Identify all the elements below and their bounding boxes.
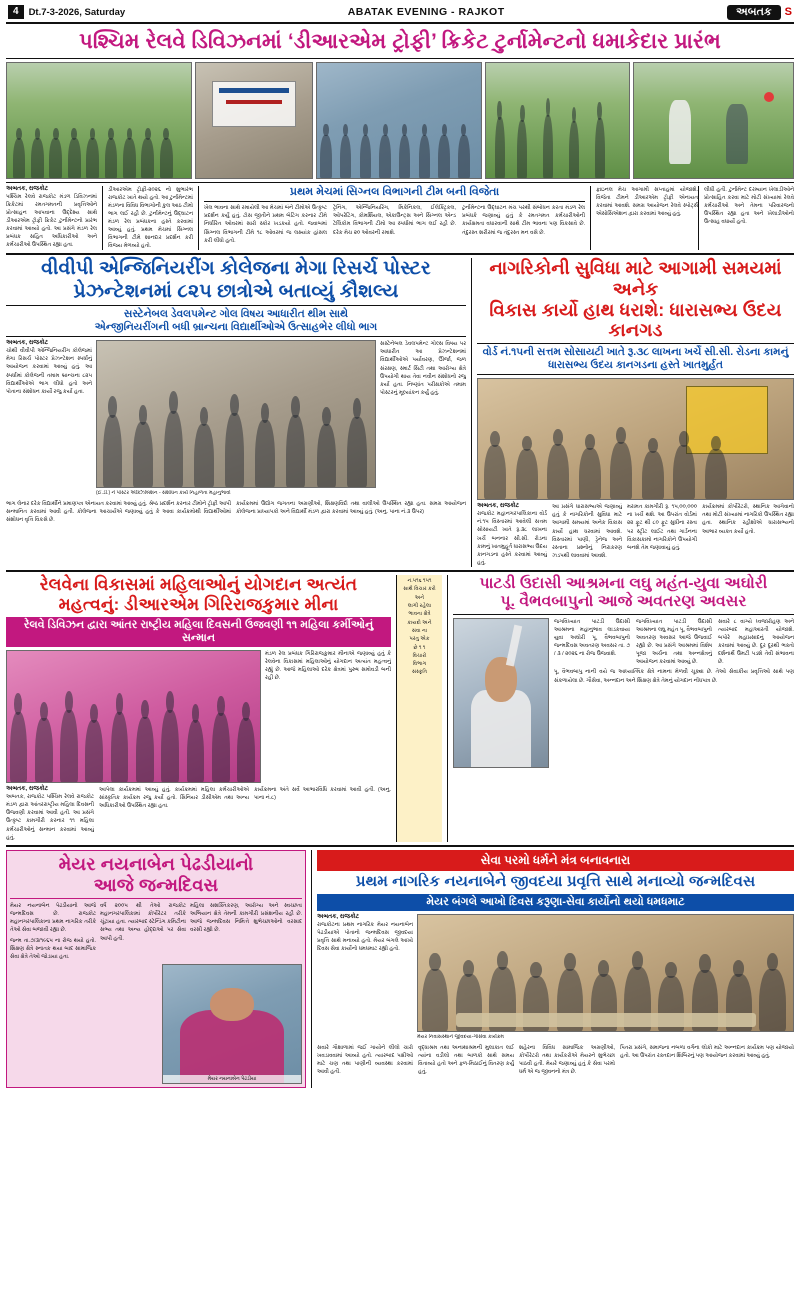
padi-text-1: જગવિખ્યાત પાટડી ઉદાસી આશ્રમના મહાનુભાવ લાડકવાયા યુવા અઘોરી પૂ. વૈભવબાપુનો જન્મદિવસ અવતરણ અવસર તા. ૭ / ૩ / ૨૦૨૬ ના રોજ ઉજવાશે. (554, 618, 630, 658)
seva-text-4: શહેરના વિવિધ સામાજિક અગ્રણીઓ, કોર્પોરેટરો તથા કાર્યકરોએ મેયરને શુભેચ્છા પાઠવી હતી. મેયરે જણાવ્યું હતું કે સેવા પરમો ધર્મ એ જ જીવનનો મંત્ર છે. (519, 1045, 615, 1076)
publication-logo: અબતક (727, 5, 781, 20)
seva-band: સેવા પરમો ધર્મને મંત્ર બનાવનારા (317, 850, 794, 871)
mayor-bday-col-3 (190, 902, 302, 961)
lead-col-7 (698, 186, 794, 251)
kangad-subhead: વોર્ડ નં.૧૫ની સત્તમ સોસાયટી ખાતે રૂ.૩૮ લાખના ખર્ચે સી.સી. રોડના કામનું ધારાસભ્ય ઉદય કાનગડના હસ્તે ખાતમુર્હત (482, 346, 789, 372)
lead-text-6: ફાઇનલ મેચ આગામી સપ્તાહમાં યોજાશે. વિજેતા ટીમને ડીઆરએમ ટ્રોફી એનાયત કરવામાં આવશે. સમગ્ર આયોજન રેલવે સ્પોર્ટ્સ એસોસિએશન દ્વારા કરવામાં આવ્યું હતું. (596, 186, 698, 217)
women-headline-2: મહત્વનું: ડીઆરએમ ગિરિરાજકુમાર મીના (58, 595, 339, 615)
padi-text-wrap (554, 618, 794, 768)
lead-byline: અબતક, રાજકોટ (6, 185, 49, 192)
second-band (6, 258, 794, 567)
vvp-subhead-1: સસ્ટેનેબલ ડેવલપમેન્ટ ગોલ વિષય આધારીત થીમ સાથે (123, 307, 349, 320)
section-divider-1 (6, 253, 794, 255)
third-band (6, 575, 794, 842)
kangad-col-4 (702, 503, 794, 567)
kangad-col-1 (477, 503, 547, 567)
kangad-col-3 (627, 503, 697, 567)
padi-text-3: સવારે ૮ વાગ્યે ધ્વજારોહણ અને ત્યારબાદ મહાઆરતી યોજાશે. બપોરે મહાપ્રસાદનું આયોજન કરવામાં આવ્યું છે. દૂર દૂરથી ભક્તો દર્શનાર્થે ઉમટી પડશે તેવી સંભાવના છે. (718, 618, 794, 666)
kangad-text-1: રાજકોટ મહાનગરપાલિકાના વોર્ડ નં.૧૫ વિસ્તારમાં આવેલી સત્તમ સોસાયટી ખાતે રૂ.૩૮ લાખના ખર્ચે બનનાર સી.સી. રોડના કામનું ખાતમુહૂર્ત ધારાસભ્ય ઉદય કાનગડના હસ્તે કરવામાં આવ્યું હતું. (477, 511, 547, 566)
edition-title: ABATAK EVENING - RAJKOT (347, 6, 505, 18)
seva-text-3: વૃદ્ધાશ્રમ તથા અનાથાશ્રમની મુલાકાત લઈ ત્યાંના વડીલો તથા બાળકો સાથે સમય વિતાવ્યો હતો અને ફળ-મિઠાઈનું વિતરણ કર્યું હતું. (418, 1045, 514, 1076)
vvp-text-4: કાર્યક્રમમાં ઉદ્યોગ જગતના અગ્રણીઓ, શિક્ષણવિદો તથા વાલીઓ ઉપસ્થિત રહ્યા હતા. સમગ્ર આયોજન કોલેજના પ્રાધ્યાપકો અને વિદ્યાર્થી મંડળ દ્વારા કરવામાં આવ્યું હતું. (અનુ. પાના નં.૩ ઉપર) (236, 500, 466, 515)
kangad-headline-2: વિકાસ કાર્યો હાથ ધરાશે: ધારાસભ્ય ઉદય કાનગડ (489, 299, 782, 340)
mayor-bday-text-3: વર્ષ ૨૦૦૫ થી તેઓ રાજકોટ મહાનગરપાલિકામાં કોર્પોરેટર તરીકે ચૂંટાયા હતા. ત્યારબાદ સ્ટેન્ડિંગ કમિટીના સભ્ય તથા અન્ય હોદ્દાઓ પર સેવા આપી હતી. (100, 903, 186, 942)
kangad-text-3: મરામત કામગીરી રૂ. ૧૫,૦૦,૦૦૦ ના ખર્ચે થશે. આ ઉપરાંત વોર્ડમાં ૨૨ ફૂટ થી ૮૦ ફૂટ સુધીના રસ્તા પર સ્ટ્રીટ લાઈટ તથા ગાર્ડનના વિકાસકામો નાગરિકોને ઉપયોગી બનશે તેમ જણાવાયું હતું. (627, 504, 697, 551)
publication-date: Dt.7-3-2026, Saturday (28, 6, 126, 18)
section-divider-3 (6, 845, 794, 847)
lead-photo-2 (195, 62, 313, 179)
padi-text-4: પૂ. વૈભવબાપુ નાની વયે જ આધ્યાત્મિક ક્ષેત્રે નામના મેળવી ચૂક્યા છે. તેઓ સેવાકીય પ્રવૃત્તિઓ સાથે પણ સંકળાયેલા છે. ગૌસેવા, અન્નદાન અને શિક્ષણ ક્ષેત્રે તેમનું યોગદાન નોંધપાત્ર છે. (554, 669, 794, 684)
lead-photo-strip (6, 62, 794, 179)
vvp-subhead-2: એન્જીનિયરીંગની બધી બ્રાન્ચના વિદ્યાર્થીઓએ ઉત્સાહભેર લીધો ભાગ (94, 321, 378, 334)
padi-photo (453, 618, 549, 768)
lead-photo-4 (485, 62, 630, 179)
seva-byline: અબતક, રાજકોટ (317, 913, 360, 920)
women-subhead-band: રેલવે ડિવિઝન દ્વારા આંતર રાષ્ટ્રીય મહિલા દિવસની ઉજવણી ૧૧ મહિલા કર્મીઓનું સન્માન (6, 617, 391, 647)
mayor-bday-headline-1: મેયર નયનાબેન પેઢડીયાનો (58, 853, 254, 874)
lead-body (6, 182, 794, 251)
masthead-right (727, 5, 792, 20)
story-mayor-birthday (6, 850, 306, 1088)
kangad-byline: અબતક, રાજકોટ (477, 503, 520, 510)
seva-subband: મેયર બંગલે આખો દિવસ કરૂણા-સેવા કાર્યોનો થયો ધમધમાટ (317, 894, 794, 911)
lead-col-1 (6, 186, 102, 251)
story-vvp (6, 258, 466, 567)
kangad-photo (477, 378, 794, 500)
mayor-bday-col-2 (100, 902, 186, 961)
story-women (6, 575, 391, 842)
lead-text-7: લીધી હતી. ટુર્નામેન્ટ દરમ્યાન ખેલાડીઓને પ્રોત્સાહિત કરવા માટે મોટી સંખ્યામાં રેલવે કર્મચારીઓ અને તેમના પરિવારજનો ઉપસ્થિત રહ્યા હતા અને ખેલાડીઓનો ઉત્સાહ વધાર્યો હતો. (704, 186, 794, 225)
mayor-bday-text-2: જન્મ તા.૭/૩/૧૯૬૫ ના રોજ થયો હતો. શિક્ષણ ક્ષેત્રે સ્નાતક થયા બાદ સામાજિક સેવા ક્ષેત્રે તેઓ જોડાયા હતા. (10, 937, 96, 960)
masthead-left (8, 5, 125, 19)
padi-photo-wrap (453, 618, 549, 768)
story-kangad (471, 258, 794, 567)
lead-story (6, 27, 794, 250)
vvp-text-3: ભાગ લેનાર દરેક વિદ્યાર્થીને પ્રમાણપત્ર એનાયત કરવામાં આવ્યું હતું. શ્રેષ્ઠ પ્રદર્શન કરનાર ટીમોને ટ્રોફી આપી સન્માનિત કરવામાં આવી હતી. કોલેજના આચાર્યએ જણાવ્યું હતું કે આવા કાર્યક્રમોથી વિદ્યાર્થીઓમાં સંશોધન વૃત્તિ વિકસે છે. (6, 500, 231, 523)
lead-photo-3 (316, 62, 482, 179)
women-text-3: આપેલા કાર્યક્રમમાં આવ્યું હતું. કાર્યક્રમમાં મહિલા કર્મચારીઓએ સાંસ્કૃતિક કાર્યક્રમ રજુ કર્યો હતો. સિનિયર ડીસીએમ તથા અન્ય અધિકારીઓ ઉપસ્થિત રહ્યા હતા. (99, 787, 249, 810)
vvp-text-1: ચોથી વીવીપી એન્જિનિયરીંગ કોલેજમાં મેગા રિસર્ચ પોસ્ટર પ્રેઝન્ટેશન સ્પર્ધાનું આયોજન કરવામાં આવ્યું હતું. આ સ્પર્ધામાં કોલેજની તમામ બ્રાન્ચના ૮૨૫ વિદ્યાર્થીઓએ ભાગ લીધો હતો અને પોતાના સંશોધન કાર્યો રજુ કર્યા હતા. (6, 348, 92, 395)
seva-col-3 (418, 1044, 514, 1076)
mayor-bday-headline-2: આજે જન્મદિવસ (93, 874, 219, 895)
lead-subheadline: પ્રથમ મેચમાં સિગ્નલ વિભાગની ટીમ બની વિજેતા (204, 186, 585, 203)
women-photo (6, 650, 261, 783)
kangad-headline-1: નાગરિકોની સુવિધા માટે આગામી સમયમાં અનેક (489, 258, 782, 299)
lead-text-4: ટ્રેનિંગ, એન્જિનિયરિંગ, મિકેનિકલ, ઈલેક્ટ્રિકલ, ઓપરેટિંગ, કોમર્શિયલ, એકાઉન્ટ્સ અને સિગ્નલ એન્ડ ટેલિકોમ વિભાગની ટીમો આ સ્પર્ધામાં ભાગ લઈ રહી છે. દરેક મેચ ૨૦ ઓવરની રમાશે. (333, 205, 456, 236)
lead-text-1: પશ્ચિમ રેલવે રાજકોટ મંડળ ડિવિઝનમાં ક્રિકેટમાં રમતગમતની પ્રવૃત્તિઓને પ્રોત્સાહન આપવાના ઉદ્દેશ્ય સાથે ડીઆરએમ ટ્રોફી ક્રિકેટ ટુર્નામેન્ટનો પ્રારંભ કરવામાં આવ્યો હતો. આ પ્રસંગે મંડળ રેલ પ્રબંધક સહિત અધિકારીઓ અને કર્મચારીઓ ઉપસ્થિત રહ્યા હતા. (6, 193, 97, 249)
padi-text-2: જગવિખ્યાત પાટડી ઉદાસી આશ્રમના લઘુ મહંત પૂ. વૈભવબાપુનો અવતરણ અવસર આજે ઉજવાઈ રહ્યો છે. આ પ્રસંગે આશ્રમમાં વિશેષ પૂજા અર્ચના તથા અન્નક્ષેત્રનું આયોજન કરવામાં આવ્યું છે. (636, 618, 712, 666)
lead-text-3: ખેલ ભાવના સાથે રમાયેલી આ મેચમાં બંને ટીમોએ ઉત્કૃષ્ટ પ્રદર્શન કર્યું હતું. ટોસ જીતીને પ્રથમ બેટિંગ કરનાર ટીમે નિર્ધારિત ઓવરમાં સારો સ્કોર ખડકયો હતો. જવાબમાં સિગ્નલ વિભાગની ટીમે ૧૮ ઓવરમાં જ લક્ષ્યાંક હાંસલ કરી લીધો હતો. (204, 205, 327, 244)
kangad-col-2 (552, 503, 622, 567)
women-text-1: અબતક, રાજકોટ પશ્ચિમ રેલવે રાજકોટ મંડળ દ્વારા આંતરરાષ્ટ્રીય મહિલા દિવસની ઉજવણી કરવામાં આવી હતી. આ પ્રસંગે ઉત્કૃષ્ટ કામગીરી કરનાર ૧૧ મહિલા કર્મચારીઓનું સન્માન કરવામાં આવ્યું હતું. (6, 794, 94, 841)
women-headline-1: રેલવેના વિકાસમાં મહિલાઓનું યોગદાન અત્યંત (39, 575, 358, 595)
page-number: 4 (8, 5, 24, 19)
story-padi (447, 575, 794, 842)
story-mayor-seva (311, 850, 794, 1088)
vvp-photo-caption: (ઈ.ડી.) ને પોસ્ટર એક્ઝિબિશન - સંશોધન કાર્ય નિહાળતા મહાનુભાવો (96, 490, 231, 497)
seva-photo (417, 914, 794, 1032)
women-byline: અબતક, રાજકોટ (6, 786, 49, 793)
mayor-bday-photo-caption: મેયર નયનાબેન પેઢડીયા (163, 1075, 301, 1083)
women-col-3 (99, 786, 249, 842)
padi-headline-2: પૂ. વૈભવબાપુનો આજે અવતરણ અવસર (500, 593, 747, 611)
seva-headline: પ્રથમ નાગરિક નયનાબેને જીવદયા પ્રવૃત્તિ સાથે મનાવ્યો જન્મદિવસ (355, 872, 756, 890)
side-narrow-text: નં.૫૧૬ ૧૫૧ સાથે વિચાર કરો અને લાગી રહેલા ભાવના ક્ષેત્રે કાયદો અને સંવા ના પરંતુ એક છે ૧ ૧ વિચારો વિભાગ સંસ્કૃતિ (403, 578, 436, 676)
mayor-bday-text-4: મહિલા સશક્તિકરણ, આરોગ્ય અને સ્વચ્છતા અભિયાન ક્ષેત્રે તેમની કામગીરી પ્રસંશનીય રહી છે. આજે જન્મદિવસ નિમિત્તે શુભેચ્છાઓનો વરસાદ વરસી રહ્યો છે. (190, 903, 302, 934)
seva-col-4 (519, 1044, 615, 1076)
seva-col-2 (317, 1044, 413, 1076)
seva-col-5 (620, 1044, 794, 1076)
women-col-1 (6, 786, 94, 842)
vvp-col-1 (6, 340, 92, 498)
vvp-headline-1: વીવીપી એન્જિનિયરીંગ કોલેજના મેગા રિસર્ચ પોસ્ટર (41, 258, 431, 280)
vvp-col-2 (380, 340, 466, 498)
women-col-right (265, 650, 391, 783)
vvp-photo (96, 340, 376, 488)
seva-photo-wrap (417, 914, 794, 1042)
lead-photo-5 (633, 62, 794, 179)
mayor-bday-col-1 (10, 902, 96, 961)
vvp-text-2: સસ્ટેનેબલ ડેવલપમેન્ટ ગોલ્સ વિષય પર આધારીત આ પ્રેઝન્ટેશનમાં વિદ્યાર્થીઓએ પર્યાવરણ, ઊર્જા, જળ સંરક્ષણ, સ્માર્ટ સિટી તથા આરોગ્ય ક્ષેત્રે ઉપયોગી થાય તેવા નવીન સંશોધનો રજુ કર્યા હતા. નિષ્ણાંત પરીક્ષકોએ તમામ પોસ્ટરનું મૂલ્યાંકન કર્યું હતું. (380, 341, 466, 396)
lead-col-6 (590, 186, 698, 251)
mayor-bday-photo (162, 964, 302, 1084)
women-text-4: કાર્યક્રમના અંતે સર્વે આભારવિધિ કરવામાં આવી હતી. (અનુ. પાના નં.૮) (254, 787, 391, 802)
vvp-headline-2: પ્રેઝન્ટેશનમાં ૮૨૫ છાત્રોએ બતાવ્યું કૌશલ્ય (73, 280, 399, 302)
section-divider-2 (6, 570, 794, 572)
women-col-4 (254, 786, 391, 842)
seva-text-2: સવારે ગૌશાળામાં જઈ ગાયોને લીલો ચારો ખવડાવવામાં આવ્યો હતો. ત્યારબાદ પક્ષીઓ માટે ચણ તથા પાણીની વ્યવસ્થા કરવામાં આવી હતી. (317, 1045, 413, 1076)
kangad-text-2: આ પ્રસંગે ધારાસભ્યએ જણાવ્યું હતું કે નાગરિકોની સુવિધા માટે આગામી સમયમાં અનેક વિકાસ કાર્યો હાથ ધરવામાં આવશે. વિસ્તારમાં પાણી, ડ્રેનેજ અને રસ્તાના પ્રશ્નોનું નિરાકરણ ઝડપથી લાવવામાં આવશે. (552, 504, 622, 559)
lead-text-2: ડીઆરએમ ટ્રોફી-૨૦૨૬ નો શુભારંભ રાજકોટ ખાતે થયો હતો. આ ટુર્નામેન્ટમાં મંડળના વિવિધ વિભાગોની કુલ આઠ ટીમો ભાગ લઈ રહી છે. ટુર્નામેન્ટનું ઉદ્ઘાટન મંડળ રેલ પ્રબંધકના હસ્તે કરવામાં આવ્યું હતું. પ્રથમ મેચમાં સિગ્નલ વિભાગની ટીમે શાનદાર પ્રદર્શન કરી વિજય મેળવ્યો હતો. (108, 186, 193, 250)
masthead (6, 4, 794, 24)
story-side-narrow (396, 575, 442, 842)
seva-col-1 (317, 914, 413, 1042)
women-photo-wrap (6, 650, 261, 783)
vvp-photo-wrap (96, 340, 376, 498)
masthead-mark: S (784, 6, 792, 18)
lead-col-2 (102, 186, 198, 251)
bottom-band (6, 850, 794, 1088)
women-text-2: મંડળ રેલ પ્રબંધક ગિરિરાજકુમાર મીનાએ જણાવ્યું હતું કે રેલવેના વિકાસમાં મહિલાઓનું યોગદાન અત્યંત મહત્વનું રહ્યું છે. આજે મહિલાઓ દરેક ક્ષેત્રમાં પુરુષ સમોવડી બની રહી છે. (265, 651, 391, 682)
vvp-byline: અબતક, રાજકોટ (6, 340, 49, 347)
seva-text-1: રાજકોટના પ્રથમ નાગરિક મેયર નયનાબેન પેઢડીયાએ પોતાનો જન્મદિવસ જીવદયા પ્રવૃત્તિ સાથે મનાવ્યો હતો. મેયર બંગલે આખો દિવસ સેવા કાર્યોનો ધમધમાટ રહ્યો હતો. (317, 921, 413, 952)
vvp-col-4 (236, 500, 466, 524)
lead-text-5: ટુર્નામેન્ટના ઉદ્ઘાટન મંચ પરથી સંબોધન કરતા મંડળ રેલ પ્રબંધકે જણાવ્યું હતું કે રમતગમત કર્મચારીઓની કાર્યક્ષમતા વધારવાની સાથે ટીમ ભાવના પણ વિકસાવે છે. તંદુરસ્ત શરીરમાં જ તંદુરસ્ત મન વસે છે. (462, 205, 585, 236)
seva-photo-caption: મેયર નિવાસસ્થાને જીવદયા-ગૌસેવા કાર્યક્રમ (417, 1033, 504, 1040)
vvp-col-3 (6, 500, 231, 524)
mayor-bday-text-1: મેયર નયનાબેન પેઢડીયાનો આજે જન્મદિવસ છે. રાજકોટ મહાનગરપાલિકાના પ્રથમ નાગરિક તરીકે તેઓ સેવા બજાવી રહ્યા છે. (10, 903, 96, 934)
kangad-text-4: કાર્યક્રમમાં કોર્પોરેટરો, સ્થાનિક આગેવાનો તથા મોટી સંખ્યામાં નાગરિકો ઉપસ્થિત રહ્યા હતા. સ્થાનિક રહીશોએ ધારાસભ્યનો આભાર વ્યક્ત કર્યો હતો. (702, 504, 794, 535)
lead-headline: પશ્ચિમ રેલવે ડિવિઝનમાં ‘ડીઆરએમ ટ્રોફી’ ક્રિકેટ ટુર્નામેન્ટનો ધમાકેદાર પ્રારંભ (6, 27, 794, 59)
lead-col-3-wrap (198, 186, 590, 251)
seva-text-5: પિતરા પ્રસંગે, સમાજના નબળા વર્ગના લોકો માટે અન્નદાન કાર્યક્રમ પણ યોજાયો હતો. આ ઉપરાંત રક્તદાન શિબિરનું પણ આયોજન કરવામાં આવ્યું હતું. (620, 1045, 794, 1060)
lead-photo-1 (6, 62, 192, 179)
padi-headline-1: પાટડી ઉદાસી આશ્રમના લઘુ મહંત-યુવા અઘોરી (479, 575, 768, 593)
